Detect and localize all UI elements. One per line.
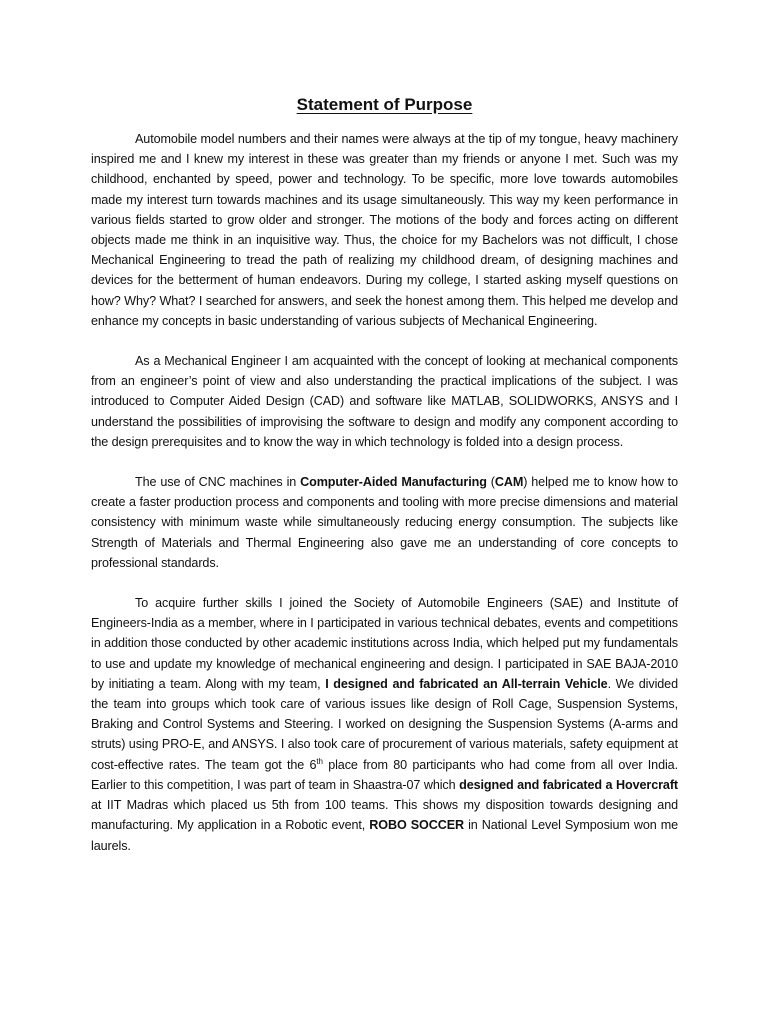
- paragraph-2: As a Mechanical Engineer I am acquainted with the concept of looking at mechanical components from an engineer’s point of view and also understanding the practical implications of the subject. I was introduced to Computer Aided Design (CAD) and software like MATLAB, SOLIDWORKS, ANSYS and I understand the possibilities of improvising the software to design and modify any component according to the design prerequisites and to know the way in which technology is folded into a design process.: [91, 354, 678, 449]
- document-title: Statement of Purpose: [296, 95, 473, 114]
- paragraph-4-text: in National Level Symposium won me laurels.: [91, 818, 678, 853]
- paragraph-4-bold-hovercraft: designed and fabricated a Hovercraft: [459, 777, 679, 792]
- paragraph-1: Automobile model numbers and their names were always at the tip of my tongue, heavy machinery inspired me and I knew my interest in these was greater than my friends or anyone I met. Such was my childhood, enchanted by speed, power and technology. To be specific, more love towards automobiles made my interest turn towards machines and its usage simultaneously. This way my keen performance in various fields started to grow older and stronger. The motions of the body and forces acting on different objects made me think in an inquisitive way. Thus, the choice for my Bachelors was not difficult, I chose Mechanical Engineering to tread the path of realizing my childhood dream, of designing machines and devices for the betterment of human endeavors. During my college, I started asking myself questions on how? Why? What? I searched for answers, and seek the honest among them. This helped me develop and enhance my concepts in basic understanding of various subjects of Mechanical Engineering.: [91, 132, 678, 328]
- paragraph-3-bold-cam-full: Computer-Aided Manufacturing: [300, 475, 487, 490]
- paragraph-3-bold-cam: CAM: [494, 475, 524, 490]
- paragraph-4-text: place from 80 participants who had come from all over India. Earlier to this competition, I was part of team in Shaastra-07 which: [91, 757, 678, 792]
- document-page: [91, 94, 678, 876]
- paragraph-4: [91, 593, 678, 856]
- ordinal-superscript: th: [316, 756, 323, 766]
- paragraph-3-text: (: [486, 475, 495, 490]
- paragraph-4-text: To acquire further skills I joined the Society of Automobile Engineers (SAE) and Institute of Engineers-India as a member, where in I participated in various technical debates, events and competitions in addition those conducted by other academic institutions across India, which helped put my fundamentals to use and update my knowledge of mechanical engineering and design. I participated in SAE BAJA-2010 by initiating a team. Along with my team,: [91, 596, 678, 691]
- paragraph-4-text: . We divided the team into groups which took care of various issues like design of Roll Cage, Suspension Systems, Braking and Control Systems and Steering. I worked on designing the Suspension Systems (A-arms and struts) using PRO-E, and ANSYS. I also took care of procurement of various materials, safety equipment at cost-effective rates. The team got the 6: [91, 676, 678, 772]
- paragraph-4-bold-robo-soccer: ROBO SOCCER: [369, 818, 465, 833]
- paragraph-4-bold-vehicle: I designed and fabricated an All-terrain Vehicle: [325, 676, 608, 691]
- paragraph-4-text: at IIT Madras which placed us 5th from 100 teams. This shows my disposition towards designing and manufacturing. My application in a Robotic event,: [91, 798, 678, 833]
- paragraph-3-text: ) helped me to know how to create a faster production process and components and tooling with more precise dimensions and material consistency with minimum waste while simultaneously reducing energy consumption. The subjects like Strength of Materials and Thermal Engineering also gave me an understanding of core concepts to professional standards.: [91, 475, 678, 570]
- paragraph-3: [91, 472, 678, 573]
- paragraph-3-text: The use of CNC machines in: [135, 475, 301, 490]
